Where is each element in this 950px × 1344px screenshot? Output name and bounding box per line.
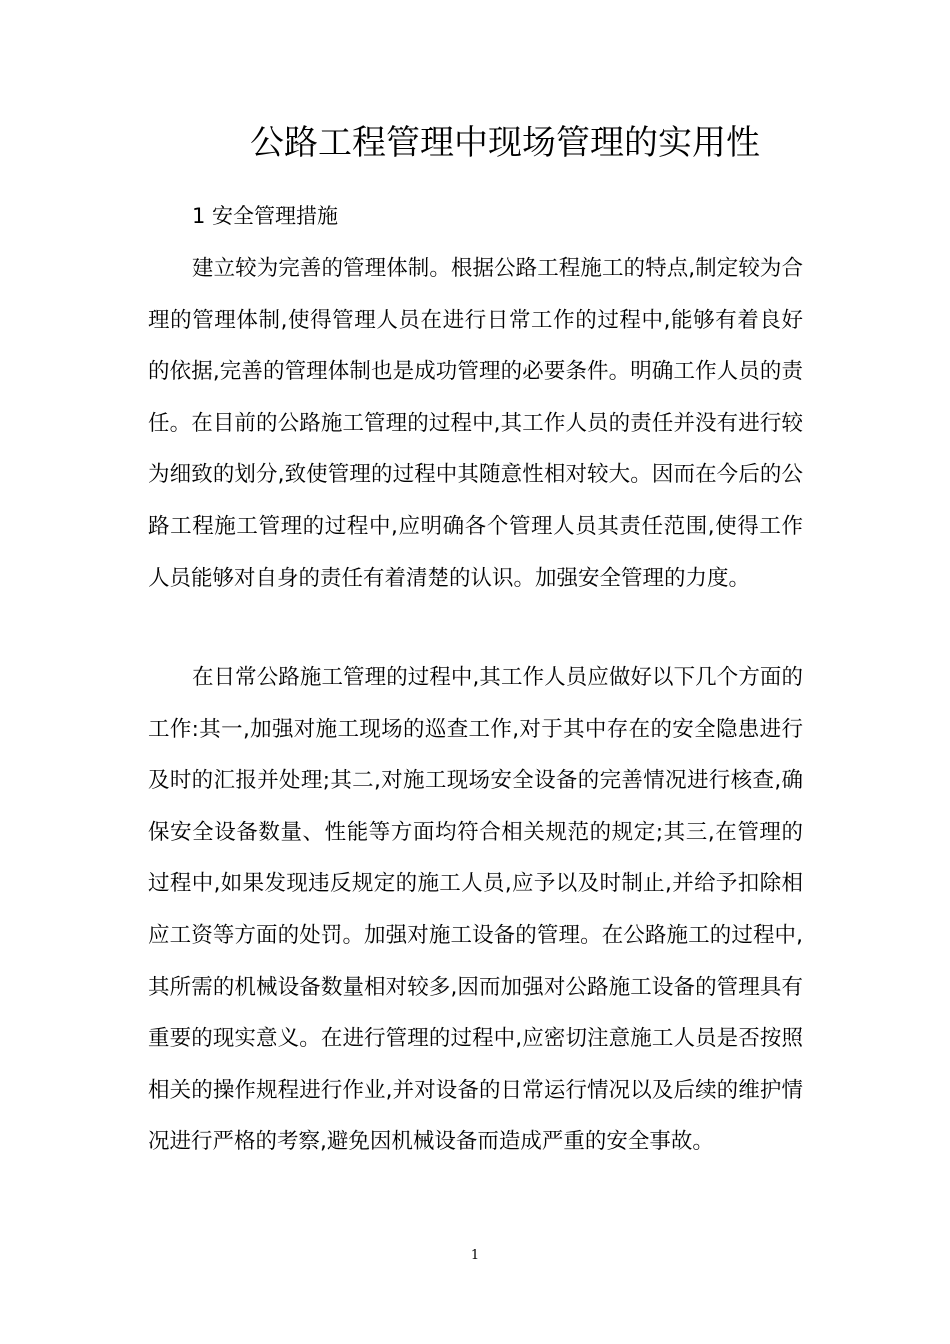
document-title: 公路工程管理中现场管理的实用性: [250, 123, 760, 163]
body-paragraph-2: 在日常公路施工管理的过程中,其工作人员应做好以下几个方面的工作:其一,加强对施工现场的巡查工作,对于其中存在的安全隐患进行及时的汇报并处理;其二,对施工现场安全设备的完善情况进行核查,确保安全设备数量、性能等方面均符合相关规范的规定;其三,在管理的过程中,如果发现违反规定的施工人员,应予以及时制止,并给予扣除相应工资等方面的处罚。加强对施工设备的管理。在公路施工的过程中,其所需的机械设备数量相对较多,因而加强对公路施工设备的管理具有重要的现实意义。在进行管理的过程中,应密切注意施工人员是否按照相关的操作规程进行作业,并对设备的日常运行情况以及后续的维护情况进行严格的考察,避免因机械设备而造成严重的安全事故。: [148, 665, 803, 1155]
body-paragraph-1: 建立较为完善的管理体制。根据公路工程施工的特点,制定较为合理的管理体制,使得管理人员在进行日常工作的过程中,能够有着良好的依据,完善的管理体制也是成功管理的必要条件。明确工作人员的责任。在目前的公路施工管理的过程中,其工作人员的责任并没有进行较为细致的划分,致使管理的过程中其随意性相对较大。因而在今后的公路工程施工管理的过程中,应明确各个管理人员其责任范围,使得工作人员能够对自身的责任有着清楚的认识。加强安全管理的力度。: [148, 256, 803, 591]
section-heading: 1 安全管理措施: [192, 204, 339, 228]
page-number: 1: [470, 1248, 480, 1263]
